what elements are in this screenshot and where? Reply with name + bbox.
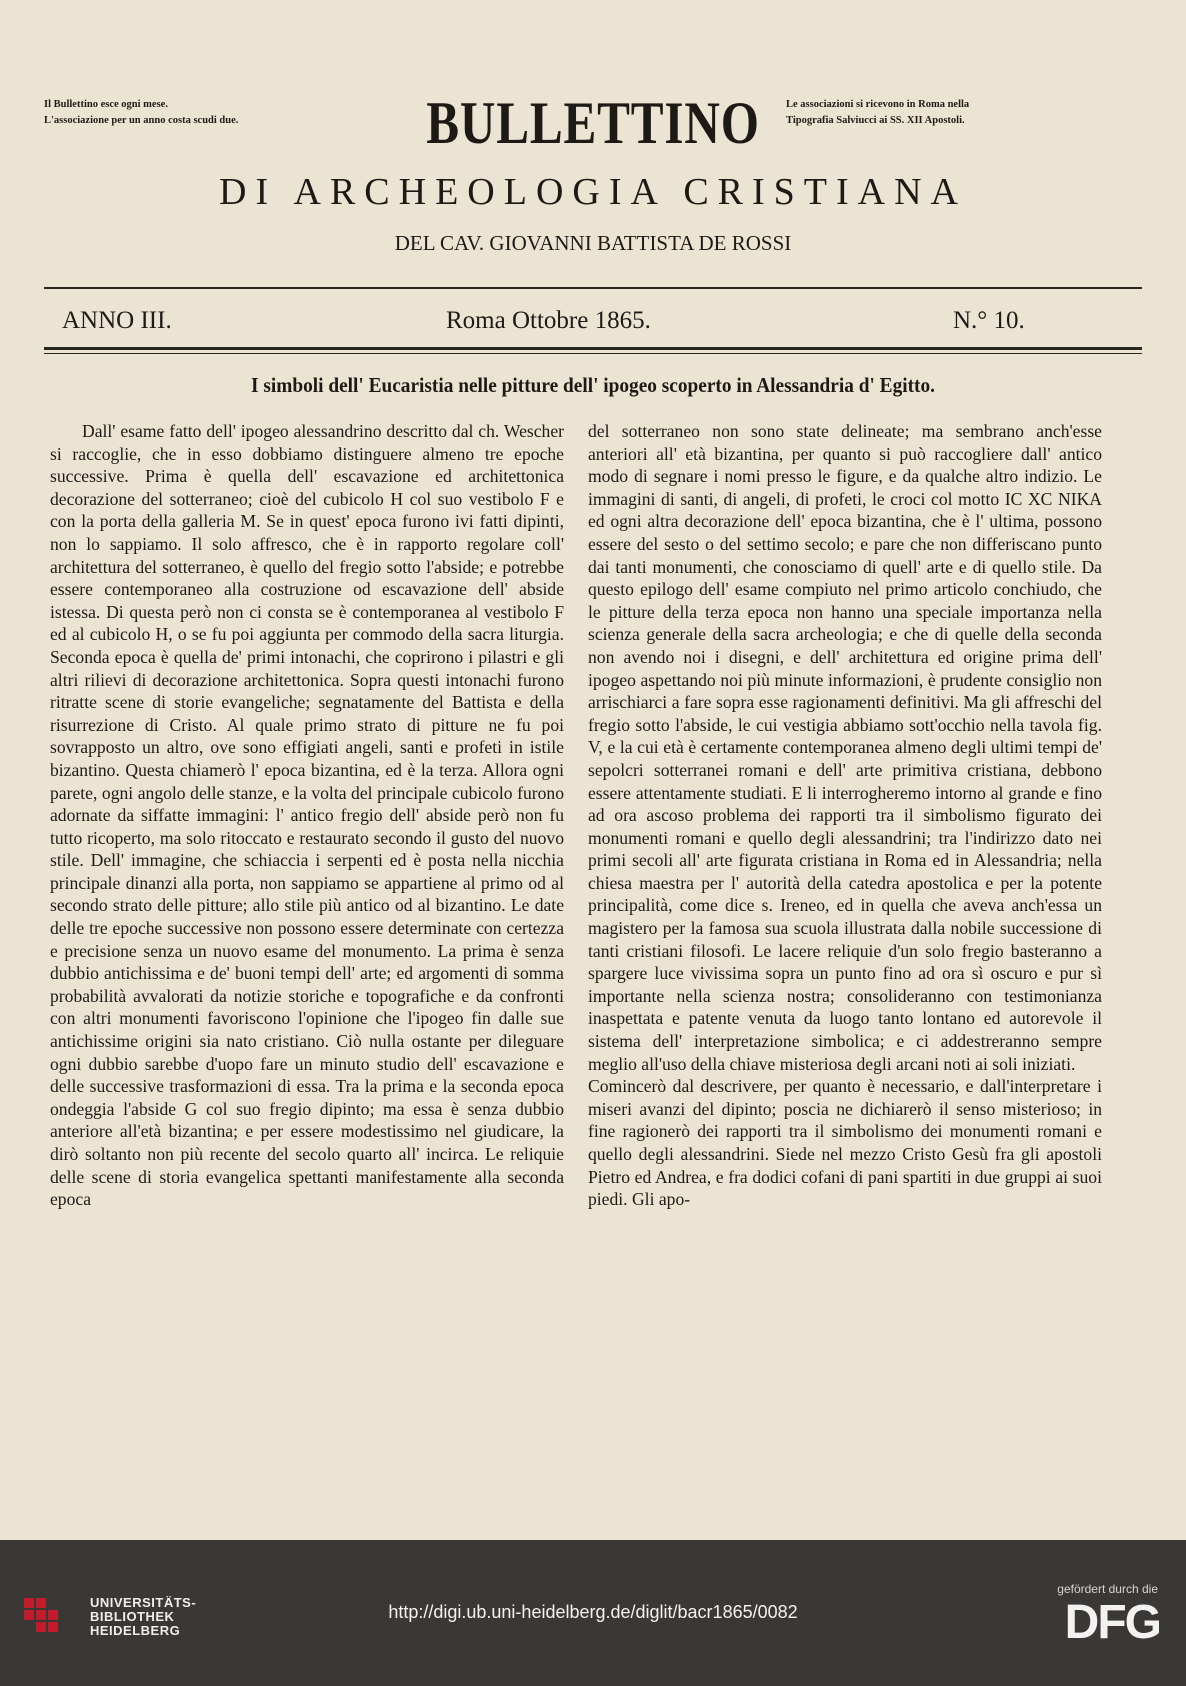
header-right-note-2: Tipografia Salviucci ai SS. XII Apostoli. [786, 115, 965, 126]
footer-bar [0, 1540, 1186, 1686]
journal-subtitle: DI ARCHEOLOGIA CRISTIANA [219, 171, 967, 213]
library-name-line: BIBLIOTHEK [90, 1609, 175, 1624]
paragraph: del sotterraneo non sono state delineate; ma sembrano anch'esse anteriori all' età bizantina, per quanto si può raccogliere dall' antico modo di segnare i nomi presso le figure, e da qualche altro indizio. Le immagini di santi, di angeli, di profeti, le croci col motto IC XC NIKA ed ogni altra decorazione dell' epoca bizantina, che è l' ultima, possono essere del sesto o del settimo secolo; e pare che non differiscano punto dai tanti monumenti, che conosciamo di quell' arte e di quello stile. Da questo epilogo dell' esame compiuto nel primo articolo conchiudo, che le pitture della terza epoca non hanno una speciale importanza nella scienza generale della sacra archeologia; e che di quelle della seconda non avendo noi i disegni, e dell' architettura ed origine prima dell' ipogeo aspettando noi più minute informazioni, è prudente consiglio non arrischiarci a fare sopra esse ragionamenti definitivi. Ma gli affreschi del fregio sotto l'abside, le cui vestigia abbiamo sott'occhio nella tavola fig. V, e la cui età è certamente contemporanea almeno degli ultimi tempi de' sepolcri sotterranei romani e dell' arte primitiva cristiana, debbono essere attentamente studiati. E li interrogheremo intorno al grande e fino ad ora ascoso problema dei rapporti tra il simbolismo figurato dei monumenti romani e quello degli alessandrini; tra l'indirizzo dato nei primi secoli all' arte figurata cristiana in Roma ed in Alessandria; nella chiesa maestra per l' autorità della catedra apostolica e per la potente principalità, come dice s. Ireneo, ed in quella che aveva anch'essa un magistero per la famosa sua scuola illustrata dalla nobile successione di tanti cristiani filosofi. Le lacere reliquie d'un solo fregio basteranno a spargere luce vivissima sopra un punto fino ad ora sì oscuro e pur sì importante nella scienza nostra; consolideranno con testimonianza inaspettata e patente venuta da luogo tanto lontano ed autorevole il sistema dell' interpretazione simbolica; e ci addestreranno sempre meglio all'uso della chiave misteriosa degli arcani noti ai soli iniziati. [588, 421, 1102, 1074]
article-title: I simboli dell' Eucaristia nelle pitture dell' ipogeo scoperto in Alessandria d' Egitto. [251, 373, 935, 397]
column-right [588, 420, 1102, 1211]
library-name-line: UNIVERSITÄTS- [90, 1595, 197, 1610]
library-name-line: HEIDELBERG [90, 1623, 181, 1638]
issue-year: ANNO III. [62, 307, 172, 334]
journal-author: DEL CAV. GIOVANNI BATTISTA DE ROSSI [394, 231, 792, 255]
issue-number: N.° 10. [953, 307, 1025, 334]
paragraph: Dall' esame fatto dell' ipogeo alessandrino descritto dal ch. Wescher si raccoglie, che in esso dobbiamo distinguere almeno tre epoche successive. Prima è quella dell' escavazione ed architettonica decorazione del sotterraneo; cioè del cubicolo H col suo vestibolo F e con la porta della galleria M. Se in quest' epoca furono ivi fatti dipinti, non lo sappiamo. Il solo affresco, che è in rapporto regolare coll' architettura del sotterraneo, è quello del fregio sotto l'abside; e potrebbe essere contemporaneo alla costruzione od escavazione dell' abside istessa. Di questa però non ci consta se è contemporanea al vestibolo F ed al cubicolo H, o se fu poi aggiunta per commodo della sacra liturgia. Seconda epoca è quella de' primi intonachi, che coprirono i pilastri e gli altri rilievi di decorazione architettonica. Sopra questi intonachi furono ritratte scene di storie evangeliche; segnatamente del Battista e della risurrezione di Cristo. Al quale primo strato di pitture ne fu poi sovrapposto un altro, ove sono effigiati angeli, santi e profeti in istile bizantino. Questa chiamerò l' epoca bizantina, ed è la terza. Allora ogni parete, ogni angolo delle stanze, e la volta del principale cubicolo furono adornate da siffatte immagini: l' antico fregio dell' abside però non fu tutto ricoperto, ma solo ritoccato e restaurato secondo il gusto del nuovo stile. Dell' immagine, che schiaccia i serpenti ed è posta nella nicchia principale dinanzi alla porta, non sappiamo se appartiene al primo od al secondo strato delle pitture; allo stile più antico od al bizantino. Le date delle tre epoche successive non possono essere determinate con certezza e precisione senza un nuovo esame del monumento. La prima è senza dubbio antichissima e de' buoni tempi dell' arte; ed argomenti di somma probabilità avvalorati da notizie storiche e topografiche e da confronti con altri monumenti favoriscono l'opinione che l'ipogeo fin dalle sue antichissime origini sia nato cristiano. Ciò nulla ostante per dileguare ogni dubbio sarebbe d'uopo fare un minuto studio dell' escavazione e delle successive trasformazioni di essa. Tra la prima e la seconda epoca ondeggia l'abside G col suo fregio dipinto; ma essa è senza dubbio anteriore all'età bizantina; e per essere modestissimo nel giudicare, la dirò soltanto non più recente del secolo quarto all' incirca. Le reliquie delle scene di storia evangelica spettanti manifestamente alla seconda epoca [50, 421, 564, 1210]
header-right-note-1: Le associazioni si ricevono in Roma nella [786, 99, 970, 110]
journal-title: BULLETTINO [426, 90, 760, 156]
column-left [50, 420, 564, 1211]
header-rule-top [44, 287, 1142, 289]
source-url-link[interactable]: http://digi.ub.uni-heidelberg.de/diglit/bacr1865/0082 [388, 1602, 798, 1622]
header-rule-bottom [44, 347, 1142, 350]
dfg-logo: DFG [1064, 1596, 1160, 1649]
header-left-note-1: Il Bullettino esce ogni mese. [44, 99, 168, 110]
header-rule-bottom-thin [44, 353, 1142, 354]
issue-place-date: Roma Ottobre 1865. [446, 307, 651, 334]
funded-by-label: gefördert durch die [1057, 1582, 1158, 1596]
header-left-note-2: L'associazione per un anno costa scudi due. [44, 115, 239, 126]
paragraph: Comincerò dal descrivere, per quanto è necessario, e dall'interpretare i miseri avanzi del dipinto; poscia ne dichiarerò il senso misterioso; in fine ragionerò dei rapporti tra il simbolismo dei monumenti romani e quello degli alessandrini. Siede nel mezzo Cristo Gesù fra gli apostoli Pietro ed Andrea, e fra dodici cofani di pani spartiti in due gruppi ai suoi piedi. Gli apo- [588, 1076, 1102, 1210]
